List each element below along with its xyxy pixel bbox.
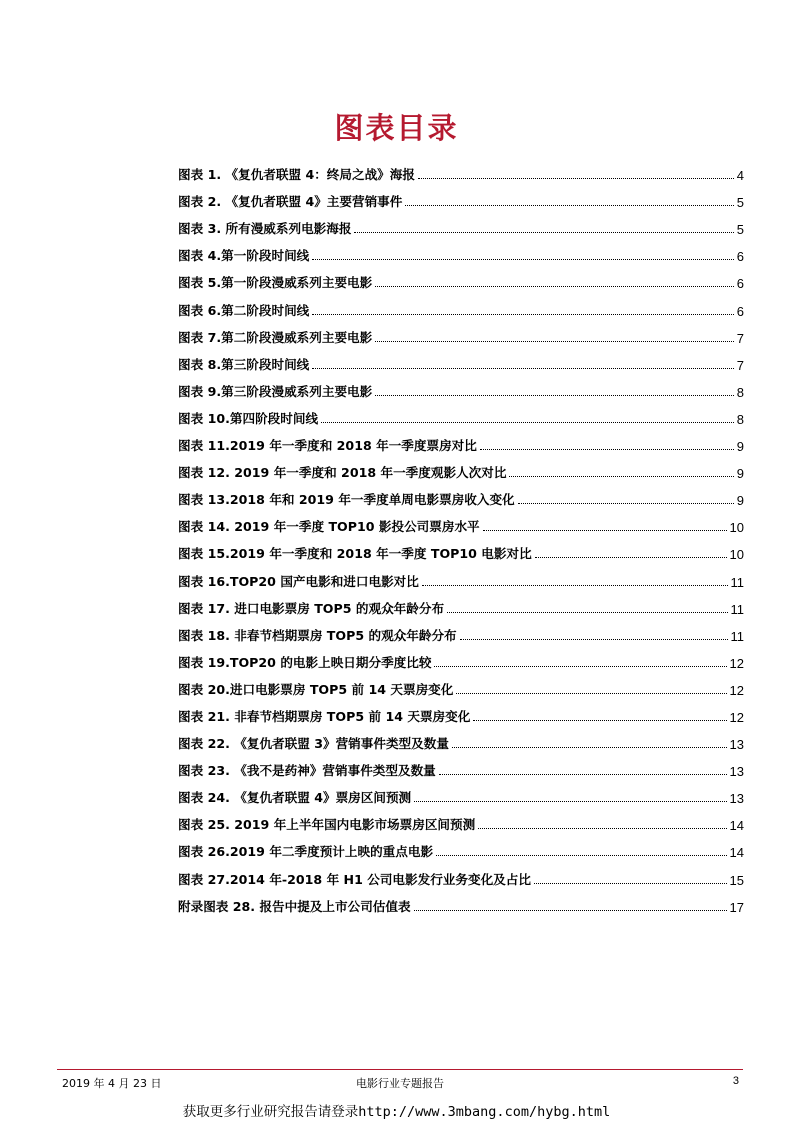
page-title: 图表目录 (334, 111, 459, 145)
table-of-figures (178, 156, 744, 915)
toc-entry-label: 图表 16.TOP20 国产电影和进口电影对比 (178, 573, 419, 589)
footer-report-title: 电影行业专题报告 (356, 1077, 444, 1090)
toc-entry-page: 14 (729, 845, 744, 861)
toc-dot-leader (312, 368, 733, 369)
toc-entry-page: 13 (729, 737, 744, 753)
toc-dot-leader (535, 557, 727, 558)
toc-entry[interactable] (178, 156, 744, 183)
toc-dot-leader (480, 449, 734, 450)
toc-entry-page: 5 (736, 195, 744, 211)
toc-entry-page: 12 (729, 682, 744, 698)
toc-dot-leader (452, 747, 727, 748)
toc-entry[interactable] (178, 237, 744, 264)
toc-dot-leader (375, 395, 734, 396)
toc-entry[interactable] (178, 183, 744, 210)
toc-dot-leader (447, 612, 727, 613)
toc-entry-page: 9 (736, 466, 744, 482)
toc-entry[interactable] (178, 400, 744, 427)
toc-entry[interactable] (178, 806, 744, 833)
toc-entry-label: 图表 11.2019 年一季度和 2018 年一季度票房对比 (178, 438, 477, 454)
toc-entry[interactable] (178, 562, 744, 589)
toc-entry-page: 8 (736, 411, 744, 427)
toc-entry-label: 图表 12. 2019 年一季度和 2018 年一季度观影人次对比 (178, 465, 507, 481)
toc-dot-leader (473, 720, 726, 721)
toc-entry-label: 图表 8.第三阶段时间线 (178, 356, 310, 372)
toc-dot-leader (518, 503, 734, 504)
toc-dot-leader (414, 801, 726, 802)
toc-entry[interactable] (178, 644, 744, 671)
toc-entry-page: 9 (736, 493, 744, 509)
toc-entry-label: 图表 6.第二阶段时间线 (178, 302, 310, 318)
toc-entry-label: 图表 13.2018 年和 2019 年一季度单周电影票房收入变化 (178, 492, 515, 508)
toc-entry-page: 14 (729, 818, 744, 834)
toc-entry[interactable] (178, 508, 744, 535)
toc-entry-label: 图表 15.2019 年一季度和 2018 年一季度 TOP10 电影对比 (178, 546, 532, 562)
toc-entry-label: 图表 7.第二阶段漫威系列主要电影 (178, 329, 373, 345)
toc-entry-label: 图表 19.TOP20 的电影上映日期分季度比较 (178, 654, 432, 670)
toc-entry-label: 图表 5.第一阶段漫威系列主要电影 (178, 275, 373, 291)
toc-entry[interactable] (178, 779, 744, 806)
toc-dot-leader (312, 314, 733, 315)
toc-entry-label: 图表 1. 《复仇者联盟 4：终局之战》海报 (178, 167, 415, 183)
toc-dot-leader (534, 883, 727, 884)
toc-entry-page: 9 (736, 439, 744, 455)
toc-entry[interactable] (178, 373, 744, 400)
toc-entry-page: 10 (729, 520, 744, 536)
toc-entry[interactable] (178, 454, 744, 481)
toc-entry[interactable] (178, 590, 744, 617)
page-footer (57, 1075, 743, 1091)
toc-entry-page: 11 (730, 601, 744, 617)
toc-dot-leader (436, 855, 726, 856)
toc-entry-label: 图表 4.第一阶段时间线 (178, 248, 310, 264)
toc-dot-leader (456, 693, 726, 694)
toc-dot-leader (414, 910, 727, 911)
footer-date: 2019 年 4 月 23 日 (62, 1077, 162, 1090)
toc-entry-page: 7 (736, 330, 744, 346)
toc-entry-page: 7 (736, 357, 744, 373)
toc-entry-label: 附录图表 28. 报告中提及上市公司估值表 (178, 898, 411, 914)
toc-entry-label: 图表 3. 所有漫威系列电影海报 (178, 221, 352, 237)
toc-dot-leader (418, 178, 734, 179)
toc-dot-leader (422, 585, 728, 586)
toc-entry-label: 图表 9.第三阶段漫威系列主要电影 (178, 383, 373, 399)
toc-entry-label: 图表 23. 《我不是药神》营销事件类型及数量 (178, 763, 436, 779)
toc-entry-label: 图表 24. 《复仇者联盟 4》票房区间预测 (178, 790, 412, 806)
toc-entry-page: 4 (736, 168, 744, 184)
toc-entry[interactable] (178, 860, 744, 887)
toc-entry-page: 6 (736, 276, 744, 292)
toc-entry[interactable] (178, 481, 744, 508)
toc-entry-page: 6 (736, 249, 744, 265)
toc-entry-label: 图表 17. 进口电影票房 TOP5 的观众年龄分布 (178, 600, 445, 616)
toc-entry-page: 17 (729, 899, 744, 915)
toc-entry-label: 图表 26.2019 年二季度预计上映的重点电影 (178, 844, 434, 860)
toc-entry[interactable] (178, 833, 744, 860)
toc-dot-leader (312, 259, 733, 260)
toc-entry[interactable] (178, 752, 744, 779)
toc-entry-page: 15 (729, 872, 744, 888)
toc-entry-page: 11 (730, 574, 744, 590)
toc-entry-label: 图表 10.第四阶段时间线 (178, 410, 319, 426)
toc-entry-label: 图表 27.2014 年-2018 年 H1 公司电影发行业务变化及占比 (178, 871, 531, 887)
toc-entry-label: 图表 18. 非春节档期票房 TOP5 的观众年龄分布 (178, 627, 457, 643)
toc-dot-leader (434, 666, 726, 667)
toc-entry[interactable] (178, 698, 744, 725)
toc-dot-leader (321, 422, 734, 423)
toc-entry[interactable] (178, 264, 744, 291)
promo-link-text[interactable]: 获取更多行业研究报告请登录http://www.3mbang.com/hybg.html (182, 1104, 611, 1120)
toc-entry-label: 图表 22. 《复仇者联盟 3》营销事件类型及数量 (178, 736, 449, 752)
toc-dot-leader (375, 286, 734, 287)
toc-entry[interactable] (178, 210, 744, 237)
toc-entry-page: 12 (729, 709, 744, 725)
toc-entry[interactable] (178, 427, 744, 454)
toc-entry-label: 图表 2. 《复仇者联盟 4》主要营销事件 (178, 194, 403, 210)
toc-entry[interactable] (178, 535, 744, 562)
toc-dot-leader (405, 205, 733, 206)
toc-dot-leader (478, 828, 726, 829)
toc-dot-leader (509, 476, 733, 477)
toc-entry-page: 13 (729, 791, 744, 807)
toc-entry-label: 图表 20.进口电影票房 TOP5 前 14 天票房变化 (178, 681, 454, 697)
toc-entry-page: 11 (730, 628, 744, 644)
footer-divider (57, 1069, 743, 1070)
toc-dot-leader (483, 530, 727, 531)
toc-entry[interactable] (178, 291, 744, 318)
toc-entry[interactable] (178, 346, 744, 373)
toc-entry-page: 6 (736, 303, 744, 319)
toc-entry-label: 图表 14. 2019 年一季度 TOP10 影投公司票房水平 (178, 519, 480, 535)
toc-entry-page: 8 (736, 384, 744, 400)
toc-dot-leader (439, 774, 727, 775)
toc-entry-page: 13 (729, 764, 744, 780)
toc-entry[interactable] (178, 319, 744, 346)
toc-entry-page: 10 (729, 547, 744, 563)
toc-entry[interactable] (178, 888, 744, 915)
toc-entry[interactable] (178, 617, 744, 644)
toc-entry[interactable] (178, 725, 744, 752)
toc-dot-leader (375, 341, 734, 342)
toc-entry-page: 5 (736, 222, 744, 238)
toc-entry-page: 12 (729, 655, 744, 671)
toc-dot-leader (460, 639, 728, 640)
toc-entry[interactable] (178, 671, 744, 698)
footer-page-number: 3 (732, 1075, 739, 1087)
toc-entry-label: 图表 25. 2019 年上半年国内电影市场票房区间预测 (178, 817, 476, 833)
toc-entry-label: 图表 21. 非春节档期票房 TOP5 前 14 天票房变化 (178, 708, 471, 724)
toc-dot-leader (354, 232, 733, 233)
